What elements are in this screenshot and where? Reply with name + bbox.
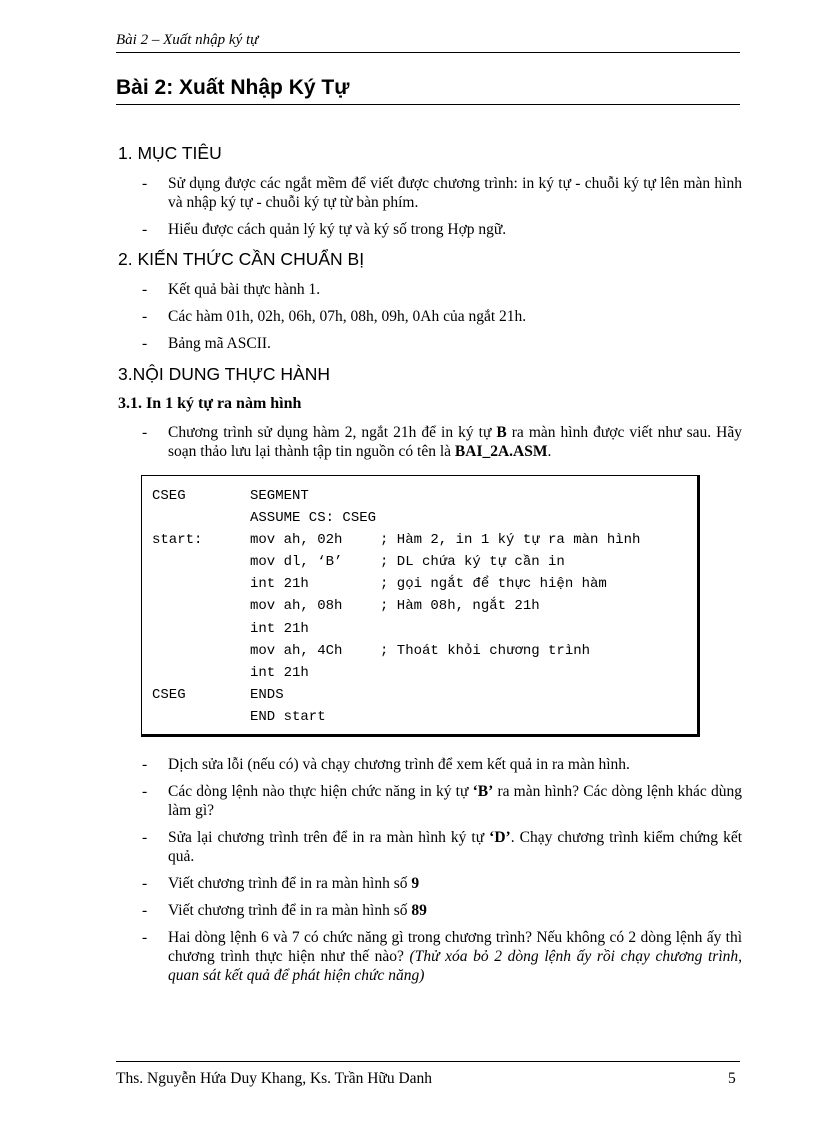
- code-comment: ; Hàm 08h, ngắt 21h: [380, 598, 540, 615]
- section-2-heading: 2. KIẾN THỨC CẦN CHUẨN BỊ: [118, 249, 365, 269]
- list-item: - Viết chương trình để in ra màn hình số 9: [142, 874, 742, 893]
- code-line: [152, 706, 640, 728]
- list-item: - Dịch sửa lỗi (nếu có) và chạy chương trình để xem kết quả in ra màn hình.: [142, 755, 742, 774]
- title-divider: [116, 104, 740, 105]
- code-label: CSEG: [152, 488, 186, 504]
- footer-author: Ths. Nguyễn Hứa Duy Khang, Ks. Trần Hữu Danh: [116, 1070, 433, 1087]
- code-line: [152, 551, 640, 573]
- code-label: [152, 618, 250, 640]
- code-label: start:: [152, 532, 203, 549]
- code-instruction: ASSUME CS: CSEG: [250, 510, 377, 527]
- code-instruction: ENDS: [250, 686, 284, 703]
- page-number: 5: [728, 1070, 736, 1087]
- header-divider: [116, 52, 740, 53]
- list-item: - Hai dòng lệnh 6 và 7 có chức năng gì trong chương trình? Nếu không có 2 dòng lệnh ấy thì chương trình thực hiện như thế nào? (Thử xóa bỏ 2 dòng lệnh ấy rồi chạy chương trình, quan sát kết quả để phát hiện chức năng): [142, 928, 742, 985]
- list-item: - Chương trình sử dụng hàm 2, ngắt 21h để in ký tự B ra màn hình được viết như sau. Hãy soạn thảo lưu lại thành tập tin nguồn có tên là BAI_2A.ASM.: [142, 423, 742, 461]
- footer-divider: [116, 1061, 740, 1062]
- section-1-list: [142, 174, 742, 247]
- section-1-heading: 1. MỤC TIÊU: [118, 143, 222, 163]
- code-label: [152, 595, 250, 617]
- list-item: - Sửa lại chương trình trên để in ra màn hình ký tự ‘D’. Chạy chương trình kiểm chứng kết quả.: [142, 828, 742, 866]
- page-title: Bài 2: Xuất Nhập Ký Tự: [116, 76, 350, 99]
- code-instruction: SEGMENT: [250, 488, 309, 504]
- code-instruction: END start: [250, 708, 326, 725]
- code-instruction: mov dl, ‘B’: [250, 554, 343, 571]
- code-line: [152, 618, 640, 640]
- code-comment: ; gọi ngắt để thực hiện hàm: [380, 576, 607, 593]
- code-listing: [152, 485, 640, 728]
- code-label: [152, 507, 250, 529]
- code-instruction: int 21h: [250, 620, 309, 637]
- list-item: - Sử dụng được các ngắt mềm để viết được chương trình: in ký tự - chuỗi ký tự lên màn hình và nhập ký tự - chuỗi ký tự từ bàn phím.: [142, 174, 742, 212]
- code-line: [152, 595, 640, 617]
- code-comment: ; Hàm 2, in 1 ký tự ra màn hình: [380, 532, 641, 549]
- code-label: [152, 640, 250, 662]
- code-line: [152, 640, 640, 662]
- subsection-3-1-intro: [142, 423, 742, 469]
- section-3-heading: 3.NỘI DUNG THỰC HÀNH: [118, 364, 330, 384]
- code-line: [152, 684, 640, 706]
- code-label: CSEG: [152, 686, 186, 703]
- code-line: [152, 485, 640, 507]
- code-instruction: int 21h: [250, 576, 309, 593]
- subsection-3-1-heading: 3.1. In 1 ký tự ra nàm hình: [118, 395, 302, 412]
- code-instruction: mov ah, 4Ch: [250, 642, 343, 659]
- exercise-list: [142, 755, 742, 993]
- code-instruction: int 21h: [250, 664, 309, 681]
- list-item: - Hiểu được cách quản lý ký tự và ký số trong Hợp ngữ.: [142, 220, 742, 239]
- code-comment: ; DL chứa ký tự cần in: [380, 554, 565, 571]
- code-line: [152, 529, 640, 551]
- code-label: [152, 706, 250, 728]
- list-item: - Kết quả bài thực hành 1.: [142, 280, 742, 299]
- list-item: - Các hàm 01h, 02h, 06h, 07h, 08h, 09h, 0Ah của ngắt 21h.: [142, 307, 742, 326]
- code-listing-box: [141, 475, 700, 737]
- list-item: - Viết chương trình để in ra màn hình số 89: [142, 901, 742, 920]
- code-instruction: mov ah, 02h: [250, 532, 343, 549]
- code-comment: ; Thoát khỏi chương trình: [380, 642, 591, 659]
- running-header: Bài 2 – Xuất nhập ký tự: [116, 32, 259, 48]
- list-item: - Các dòng lệnh nào thực hiện chức năng in ký tự ‘B’ ra màn hình? Các dòng lệnh khác dùng làm gì?: [142, 782, 742, 820]
- section-2-list: [142, 280, 742, 361]
- code-line: [152, 507, 640, 529]
- code-label: [152, 573, 250, 595]
- code-label: [152, 551, 250, 573]
- code-line: [152, 662, 640, 684]
- code-instruction: mov ah, 08h: [250, 598, 343, 615]
- list-item: - Bảng mã ASCII.: [142, 334, 742, 353]
- code-label: [152, 662, 250, 684]
- code-line: [152, 573, 640, 595]
